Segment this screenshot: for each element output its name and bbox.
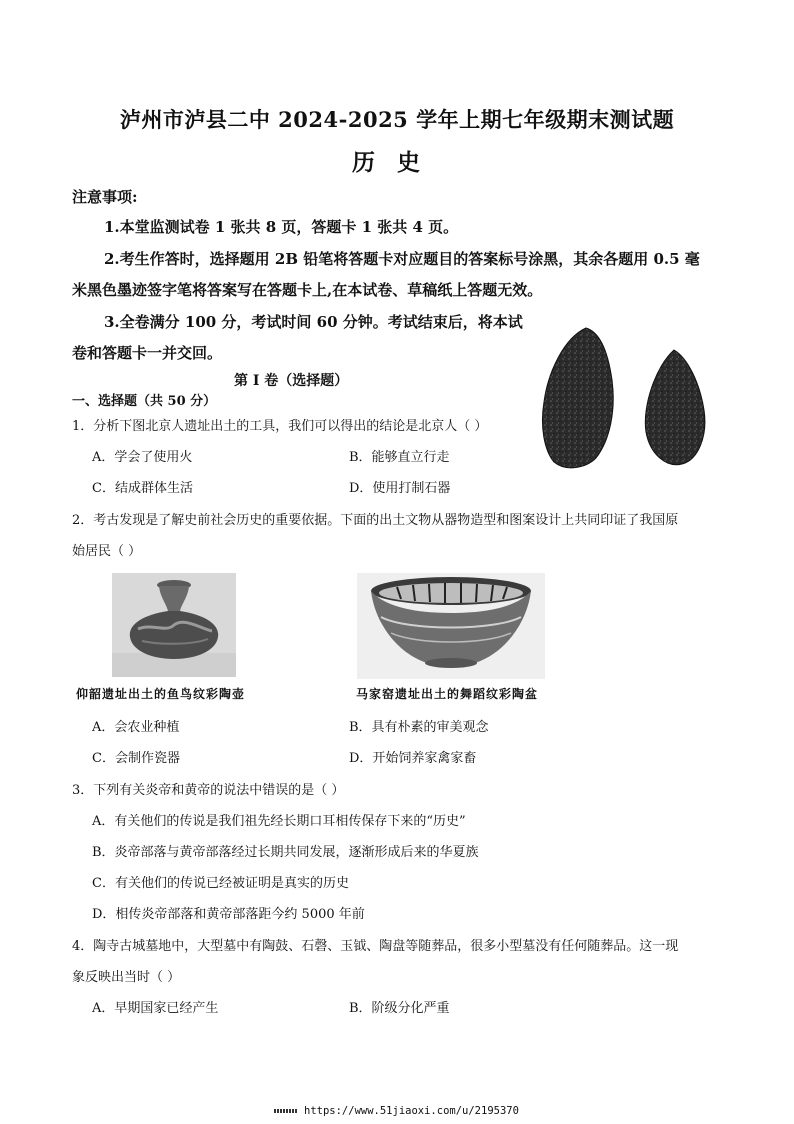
question-2-option-b: B．具有朴素的审美观念 [349, 720, 489, 735]
question-1-stem: 1．分析下图北京人遗址出土的工具，我们可以得出的结论是北京人（ ） [72, 419, 488, 434]
question-3-option-b: B．炎帝部落与黄帝部落经过长期共同发展，逐渐形成后来的华夏族 [92, 845, 479, 860]
question-2-stem: 2．考古发现是了解史前社会历史的重要依据。下面的出土文物从器物造型和图案设计上共同印证了我国原 [72, 513, 679, 528]
footer-watermark [274, 1105, 519, 1117]
question-3-option-c: C．有关他们的传说已经被证明是真实的历史 [92, 876, 349, 891]
caption-dancing-basin: 马家窑遗址出土的舞蹈纹彩陶盆 [356, 687, 539, 701]
question-3-option-d: D．相传炎帝部落和黄帝部落距今约 5000 年前 [92, 907, 365, 922]
watermark-logo-icon [274, 1109, 298, 1113]
dancing-pattern-basin-image [357, 573, 545, 679]
question-3-option-a: A．有关他们的传说是我们祖先经长期口耳相传保存下来的“历史” [92, 814, 466, 829]
fish-bird-pottery-vase-image [112, 573, 236, 677]
question-4-option-a: A．早期国家已经产生 [92, 1001, 219, 1016]
question-2-option-a: A．会农业种植 [92, 720, 180, 735]
question-4-stem: 4．陶寺古城墓地中，大型墓中有陶鼓、石磬、玉钺、陶盘等随葬品，很多小型墓没有任何随葬品。这一现 [72, 939, 679, 954]
footer-url[interactable]: https://www.51jiaoxi.com/u/2195370 [304, 1105, 519, 1117]
notice-item-1: 1.本堂监测试卷 1 张共 8 页，答题卡 1 张共 4 页。 [104, 218, 459, 236]
question-1-option-a: A．学会了使用火 [92, 450, 193, 465]
stone-tools-image [538, 322, 714, 472]
exam-title: 泸州市泸县二中 2024-2025 学年上期七年级期末测试题 [119, 107, 675, 132]
question-3-stem: 3．下列有关炎帝和黄帝的说法中错误的是（ ） [72, 783, 345, 798]
question-1-option-d: D．使用打制石器 [349, 481, 451, 496]
notice-item-3-cont: 卷和答题卡一并交回。 [72, 344, 223, 362]
question-1-option-b: B．能够直立行走 [349, 450, 450, 465]
volume-title: 第 I 卷（选择题） [234, 373, 349, 389]
question-1-option-c: C．结成群体生活 [92, 481, 193, 496]
question-4-stem-cont: 象反映出当时（ ） [72, 970, 181, 985]
caption-fish-bird-vase: 仰韶遗址出土的鱼鸟纹彩陶壶 [76, 687, 246, 701]
notice-item-3: 3.全卷满分 100 分，考试时间 60 分钟。考试结束后，将本试 [104, 313, 523, 331]
question-2-stem-cont: 始居民（ ） [72, 544, 142, 559]
question-4-option-b: B．阶级分化严重 [349, 1001, 450, 1016]
question-2-option-c: C．会制作瓷器 [92, 751, 180, 766]
notice-heading: 注意事项: [72, 188, 138, 206]
question-2-option-d: D．开始饲养家禽家畜 [349, 751, 477, 766]
subject-title: 历史 [352, 149, 442, 176]
notice-item-2-cont: 米黑色墨迹签字笔将答案写在答题卡上,在本试卷、草稿纸上答题无效。 [72, 281, 543, 299]
notice-item-2: 2.考生作答时，选择题用 2B 铅笔将答题卡对应题目的答案标号涂黑，其余各题用 0.5 毫 [104, 250, 700, 268]
section-title: 一、选择题（共 50 分） [72, 394, 217, 409]
